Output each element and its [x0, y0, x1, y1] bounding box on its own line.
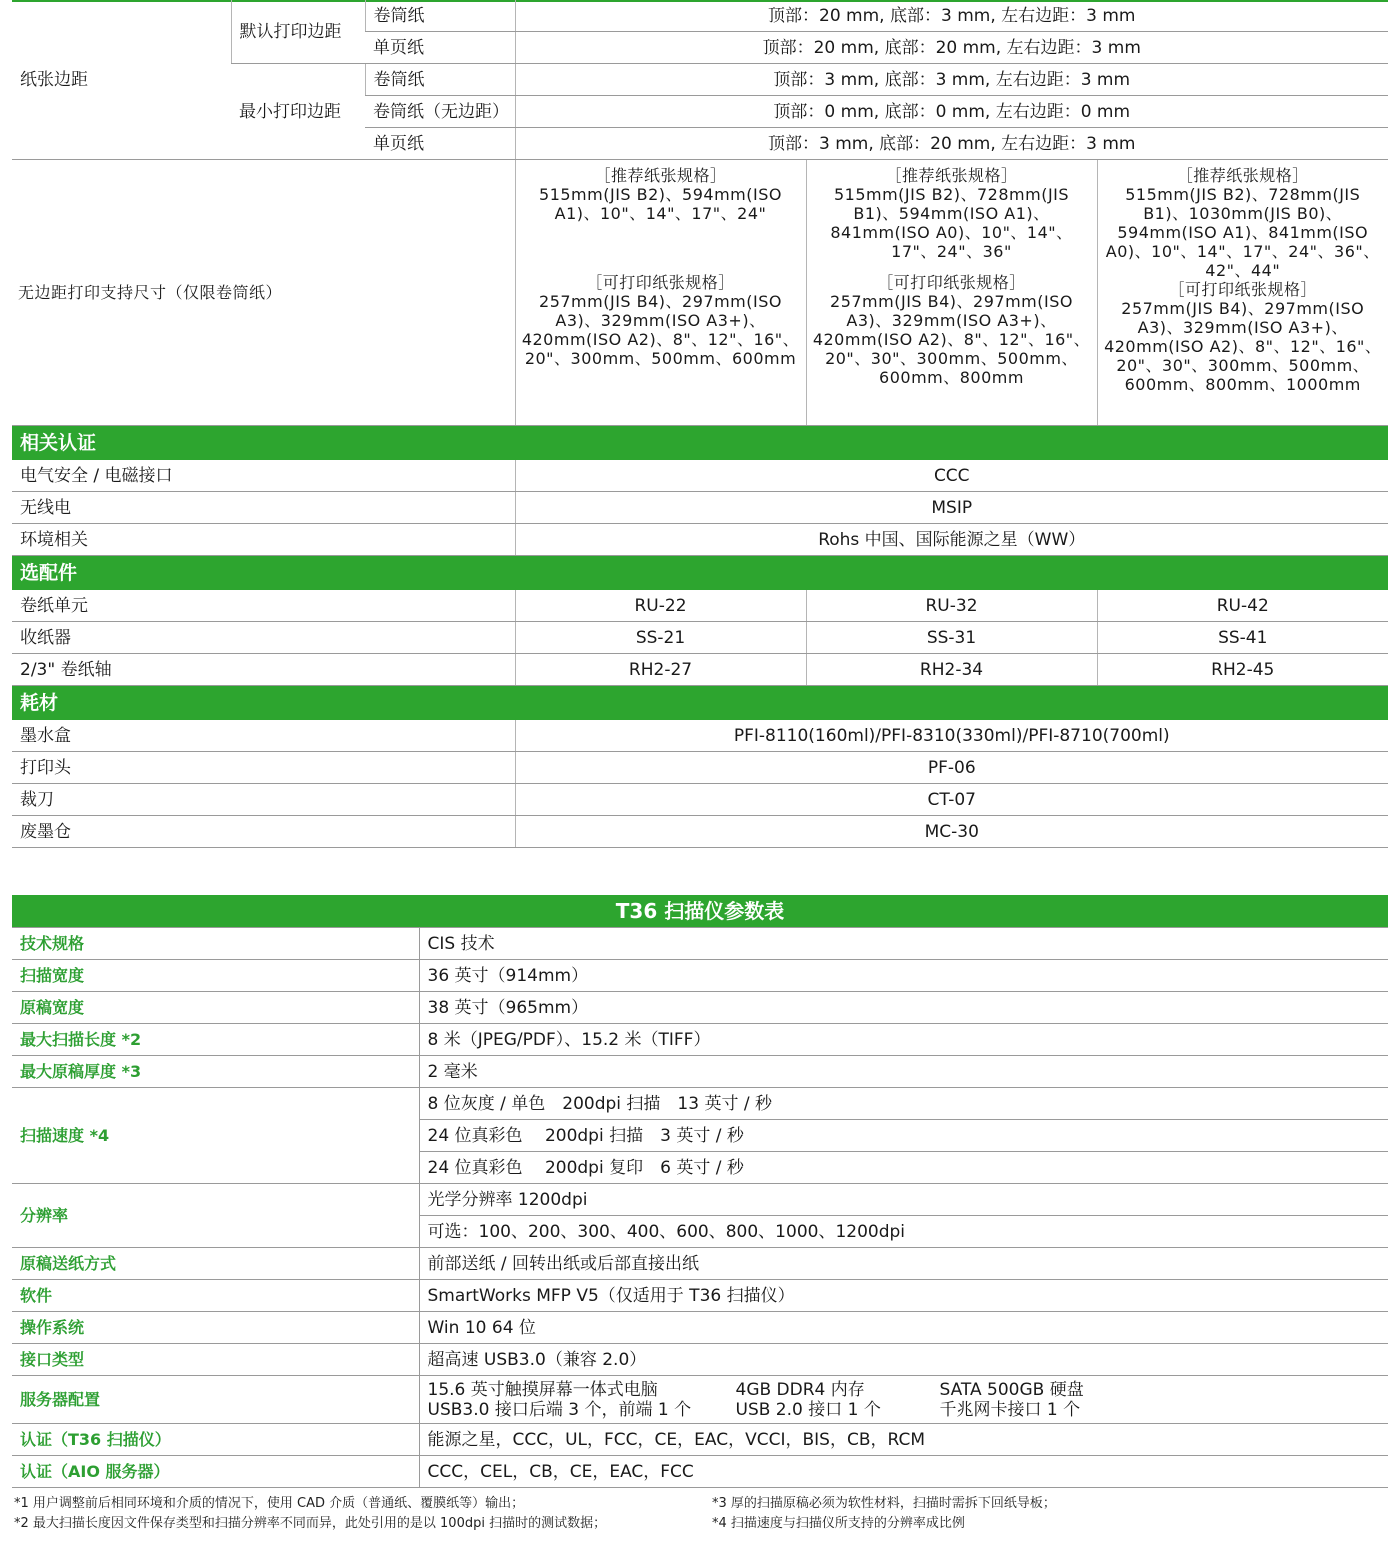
scanner-row — [12, 1056, 1388, 1088]
row-value: PFI-8110(160ml)/PFI-8310(330ml)/PFI-8710(700ml) — [515, 720, 1388, 752]
option-row — [12, 590, 1388, 622]
section-header-consumables — [12, 686, 1388, 721]
scanner-table-header — [12, 895, 1388, 928]
section-title: 耗材 — [12, 686, 1388, 721]
row-label: 最大原稿厚度 *3 — [12, 1056, 419, 1088]
footnotes-left — [14, 1494, 606, 1534]
margin-label: 纸张边距 — [12, 0, 231, 160]
consumable-row — [12, 784, 1388, 816]
row-value: 8 位灰度 / 单色 200dpi 扫描 13 英寸 / 秒 — [419, 1088, 1388, 1120]
row-label: 原稿宽度 — [12, 992, 419, 1024]
row-value: RH2-27 — [515, 654, 806, 686]
row-value: RH2-34 — [806, 654, 1097, 686]
scanner-spec-table — [12, 895, 1388, 1488]
margin-media: 单页纸 — [365, 32, 515, 64]
row-label: 分辨率 — [12, 1184, 419, 1248]
row-value: CCC — [515, 460, 1388, 492]
server-spec: USB3.0 接口后端 3 个，前端 1 个 — [427, 1399, 692, 1420]
option-row — [12, 654, 1388, 686]
consumable-row — [12, 720, 1388, 752]
row-value: 可选：100、200、300、400、600、800、1000、1200dpi — [419, 1216, 1388, 1248]
row-value: 38 英寸（965mm） — [419, 992, 1388, 1024]
recommended-title: ［推荐纸张规格］ — [594, 166, 727, 185]
margin-media: 单页纸 — [365, 128, 515, 160]
recommended-sizes: 515mm(JIS B2)、728mm(JIS B1)、1030mm(JIS B0)、594mm(ISO A1)、841mm(ISO A0)、10"、14"、17"、24"、36"、42"、44" — [1105, 185, 1380, 280]
footnote: *2 最大扫描长度因文件保存类型和扫描分辨率不同而异，此处引用的是以 100dpi 扫描时的测试数据； — [14, 1516, 607, 1531]
row-value: MSIP — [515, 492, 1388, 524]
scanner-row — [12, 1344, 1388, 1376]
row-value: CIS 技术 — [419, 928, 1388, 960]
row-label: 接口类型 — [12, 1344, 419, 1376]
row-label: 电气安全 / 电磁接口 — [12, 460, 515, 492]
row-value: CCC，CEL，CB，CE，EAC，FCC — [419, 1456, 1388, 1488]
margin-media: 卷筒纸 — [365, 0, 515, 32]
cert-row — [12, 492, 1388, 524]
server-spec: USB 2.0 接口 1 个 — [735, 1399, 881, 1420]
footnote: *3 厚的扫描原稿必须为软性材料，扫描时需拆下回纸导板； — [712, 1496, 1056, 1511]
row-value: RU-22 — [515, 590, 806, 622]
margin-value: 顶部：3 mm, 底部：20 mm, 左右边距：3 mm — [515, 128, 1388, 160]
scanner-row — [12, 1424, 1388, 1456]
section-header-cert — [12, 426, 1388, 461]
scanner-row — [12, 1024, 1388, 1056]
scanner-row — [12, 1280, 1388, 1312]
row-label: 废墨仓 — [12, 816, 515, 848]
row-label: 软件 — [12, 1280, 419, 1312]
footnotes-right — [712, 1494, 1056, 1534]
recommended-title: ［推荐纸张规格］ — [885, 166, 1018, 185]
scanner-row — [12, 992, 1388, 1024]
margin-value: 顶部：0 mm, 底部：0 mm, 左右边距：0 mm — [515, 96, 1388, 128]
default-margin-label: 默认打印边距 — [231, 0, 365, 64]
printable-sizes: 257mm(JIS B4)、297mm(ISO A3)、329mm(ISO A3+)、420mm(ISO A2)、8"、12"、16"、20"、30"、300mm、500mm、600mm、800mm、1000mm — [1104, 299, 1382, 394]
row-label: 卷纸单元 — [12, 590, 515, 622]
server-config — [419, 1376, 1388, 1424]
scanner-row — [12, 928, 1388, 960]
section-title: 相关认证 — [12, 426, 1388, 461]
row-value: Win 10 64 位 — [419, 1312, 1388, 1344]
scanner-row — [12, 1312, 1388, 1344]
row-value: RH2-45 — [1097, 654, 1388, 686]
row-label: 2/3" 卷纸轴 — [12, 654, 515, 686]
server-spec: 千兆网卡接口 1 个 — [939, 1399, 1081, 1420]
scanner-row — [12, 1376, 1388, 1424]
server-spec: 15.6 英寸触摸屏幕一体式电脑 — [427, 1379, 658, 1400]
scanner-row — [12, 1248, 1388, 1280]
row-value: 光学分辨率 1200dpi — [419, 1184, 1388, 1216]
printable-title: ［可打印纸张规格］ — [1168, 280, 1317, 299]
row-value: Rohs 中国、国际能源之星（WW） — [515, 524, 1388, 556]
row-value: MC-30 — [515, 816, 1388, 848]
row-label: 认证（T36 扫描仪） — [12, 1424, 419, 1456]
margin-value: 顶部：20 mm, 底部：20 mm, 左右边距：3 mm — [515, 32, 1388, 64]
row-label: 环境相关 — [12, 524, 515, 556]
row-value: RU-42 — [1097, 590, 1388, 622]
borderless-col-3 — [1097, 160, 1388, 426]
row-label: 操作系统 — [12, 1312, 419, 1344]
server-spec: SATA 500GB 硬盘 — [939, 1379, 1084, 1400]
server-spec: 4GB DDR4 内存 — [735, 1379, 865, 1400]
recommended-sizes: 515mm(JIS B2)、728mm(JIS B1)、594mm(ISO A1)、841mm(ISO A0)、10"、14"、17"、24"、36" — [830, 185, 1073, 261]
row-value: 前部送纸 / 回转出纸或后部直接出纸 — [419, 1248, 1388, 1280]
scanner-row — [12, 1456, 1388, 1488]
row-value: PF-06 — [515, 752, 1388, 784]
margin-value: 顶部：3 mm, 底部：3 mm, 左右边距：3 mm — [515, 64, 1388, 96]
recommended-title: ［推荐纸张规格］ — [1176, 166, 1309, 185]
row-label: 裁刀 — [12, 784, 515, 816]
consumable-row — [12, 752, 1388, 784]
recommended-sizes: 515mm(JIS B2)、594mm(ISO A1)、10"、14"、17"、24" — [539, 185, 782, 223]
printable-sizes: 257mm(JIS B4)、297mm(ISO A3)、329mm(ISO A3+)、420mm(ISO A2)、8"、12"、16"、20"、30"、300mm、500mm、600mm、800mm — [812, 292, 1091, 387]
row-label: 收纸器 — [12, 622, 515, 654]
margin-value: 顶部：20 mm, 底部：3 mm, 左右边距：3 mm — [515, 0, 1388, 32]
printable-sizes: 257mm(JIS B4)、297mm(ISO A3)、329mm(ISO A3+)、420mm(ISO A2)、8"、12"、16"、20"、300mm、500mm、600mm — [521, 292, 800, 368]
borderless-col-2 — [806, 160, 1097, 426]
margin-media: 卷筒纸（无边距） — [365, 96, 515, 128]
row-value: 8 米（JPEG/PDF）、15.2 米（TIFF） — [419, 1024, 1388, 1056]
printable-title: ［可打印纸张规格］ — [877, 273, 1026, 292]
cert-row — [12, 524, 1388, 556]
printable-title: ［可打印纸张规格］ — [586, 273, 735, 292]
borderless-row — [12, 160, 1388, 426]
server-col-2 — [736, 1380, 940, 1420]
footnote: *4 扫描速度与扫描仪所支持的分辨率成比例 — [712, 1516, 965, 1531]
row-label: 技术规格 — [12, 928, 419, 960]
row-label: 打印头 — [12, 752, 515, 784]
printer-spec-table — [12, 0, 1388, 848]
row-value: SS-31 — [806, 622, 1097, 654]
row-value: 24 位真彩色 200dpi 扫描 3 英寸 / 秒 — [419, 1120, 1388, 1152]
row-label: 墨水盒 — [12, 720, 515, 752]
min-margin-label: 最小打印边距 — [231, 64, 365, 160]
server-col-3 — [940, 1380, 1084, 1420]
row-value: 36 英寸（914mm） — [419, 960, 1388, 992]
scanner-row — [12, 960, 1388, 992]
option-row — [12, 622, 1388, 654]
section-header-options — [12, 556, 1388, 591]
cert-row — [12, 460, 1388, 492]
row-value: CT-07 — [515, 784, 1388, 816]
row-label: 服务器配置 — [12, 1376, 419, 1424]
row-value: 24 位真彩色 200dpi 复印 6 英寸 / 秒 — [419, 1152, 1388, 1184]
margin-media: 卷筒纸 — [365, 64, 515, 96]
row-value: SS-21 — [515, 622, 806, 654]
section-title: 选配件 — [12, 556, 1388, 591]
borderless-label: 无边距打印支持尺寸（仅限卷筒纸） — [12, 160, 515, 426]
row-label: 扫描速度 *4 — [12, 1088, 419, 1184]
row-value: SS-41 — [1097, 622, 1388, 654]
row-value: 2 毫米 — [419, 1056, 1388, 1088]
server-col-1 — [428, 1380, 736, 1420]
row-value: 超高速 USB3.0（兼容 2.0） — [419, 1344, 1388, 1376]
margin-row — [12, 0, 1388, 32]
footnote: *1 用户调整前后相同环境和介质的情况下，使用 CAD 介质（普通纸、覆膜纸等）输出； — [14, 1496, 525, 1511]
row-value: 能源之星，CCC，UL，FCC，CE，EAC，VCCI，BIS，CB，RCM — [419, 1424, 1388, 1456]
consumable-row — [12, 816, 1388, 848]
scanner-row — [12, 1184, 1388, 1216]
row-label: 扫描宽度 — [12, 960, 419, 992]
row-label: 无线电 — [12, 492, 515, 524]
scanner-table-title: T36 扫描仪参数表 — [12, 895, 1388, 928]
borderless-col-1 — [515, 160, 806, 426]
row-label: 认证（AIO 服务器） — [12, 1456, 419, 1488]
row-value: SmartWorks MFP V5（仅适用于 T36 扫描仪） — [419, 1280, 1388, 1312]
scanner-row — [12, 1088, 1388, 1120]
row-label: 原稿送纸方式 — [12, 1248, 419, 1280]
row-value: RU-32 — [806, 590, 1097, 622]
row-label: 最大扫描长度 *2 — [12, 1024, 419, 1056]
